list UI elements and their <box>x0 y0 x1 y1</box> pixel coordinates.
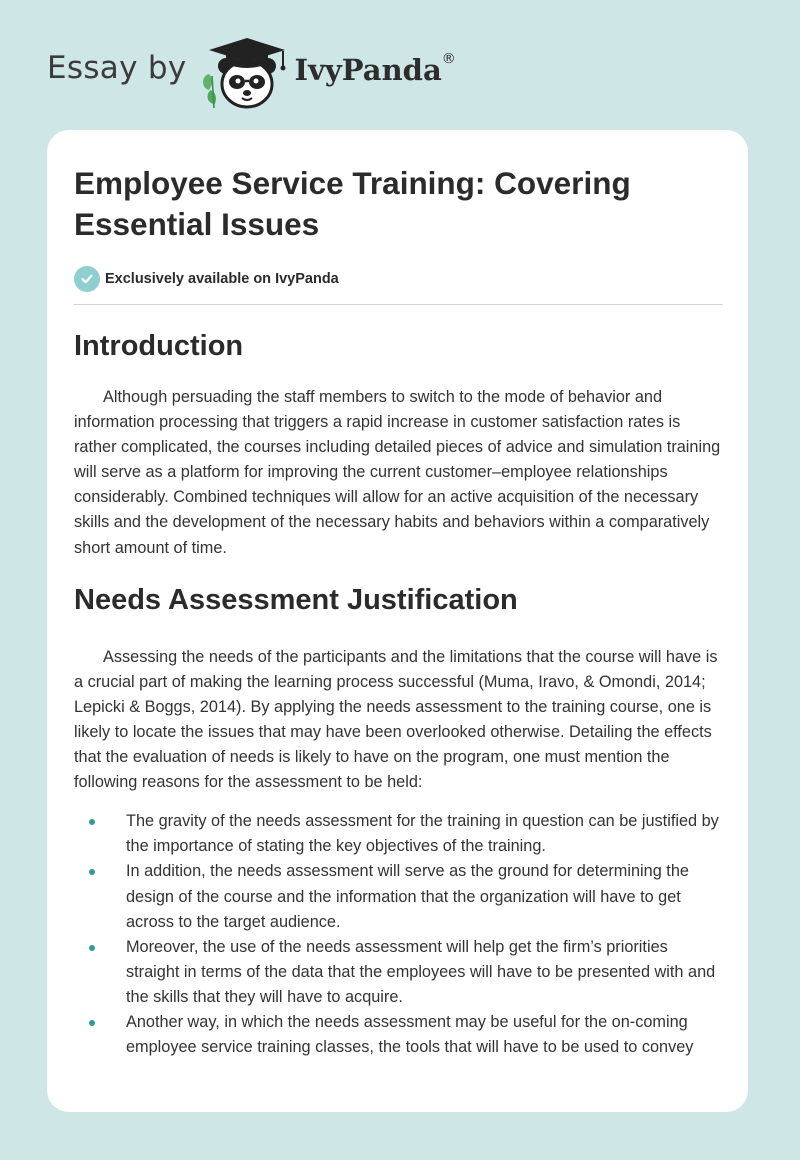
list-item <box>74 859 723 934</box>
bullet-icon <box>89 869 95 875</box>
page-title: Employee Service Training: Covering Essential Issues <box>74 165 631 242</box>
needs-assessment-paragraph: Assessing the needs of the participants and the limitations that the course will have is a crucial part of making the learning process successful (Muma, Iravo, & Omondi, 2014; Lepicki & Boggs, 2014). By applying the needs assessment to the training course, one is likely to locate the issues that may have been overlooked otherwise. Detailing the effects that the evaluation of needs is likely to have on the program, one must mention the following reasons for the assessment to be held: <box>74 647 718 792</box>
site-header <box>47 32 477 112</box>
divider <box>74 304 723 305</box>
list-item <box>74 935 723 1010</box>
section-heading-introduction: Introduction <box>74 330 244 362</box>
bullet-icon <box>89 945 95 951</box>
panda-logo-icon[interactable] <box>199 32 291 112</box>
brand-name[interactable] <box>295 53 456 87</box>
section-heading-needs-assessment: Needs Assessment Justification <box>74 583 518 616</box>
reasons-list <box>74 809 723 1060</box>
essay-card <box>47 130 748 1112</box>
list-item-text: Another way, in which the needs assessment may be useful for the on-coming employee service training classes, the tools that will have to be used to convey <box>126 1012 694 1057</box>
check-icon <box>74 266 100 292</box>
list-item-text: In addition, the needs assessment will serve as the ground for determining the design of the course and the information that the organization will have to get across to the target audience. <box>126 862 689 931</box>
bullet-icon <box>89 1020 95 1026</box>
introduction-paragraph: Although persuading the staff members to switch to the mode of behavior and information processing that triggers a rapid increase in customer satisfaction rates is rather complicated, the courses including detailed pieces of advice and simulation training will serve as a platform for improving the current customer–employee relationships considerably. Combined techniques will allow for an active acquisition of the necessary skills and the development of the necessary habits and behaviors within a comparatively short amount of time. <box>74 388 721 557</box>
essay-content <box>74 163 723 1060</box>
list-item-text: Moreover, the use of the needs assessment will help get the firm’s priorities straight in terms of the data that the employees will have to be presented with and the skills that they will have to acquire. <box>126 937 716 1006</box>
registered-mark: ® <box>441 51 456 68</box>
essay-by-label: Essay by <box>47 50 187 86</box>
brand-label: IvyPanda <box>294 53 442 87</box>
bullet-icon <box>89 819 95 825</box>
exclusive-label: Exclusively available on IvyPanda <box>105 271 339 287</box>
list-item-text: The gravity of the needs assessment for the training in question can be justified by the importance of stating the key objectives of the training. <box>126 812 719 856</box>
list-item <box>74 1010 723 1060</box>
list-item <box>74 809 723 859</box>
exclusive-badge <box>74 265 723 293</box>
